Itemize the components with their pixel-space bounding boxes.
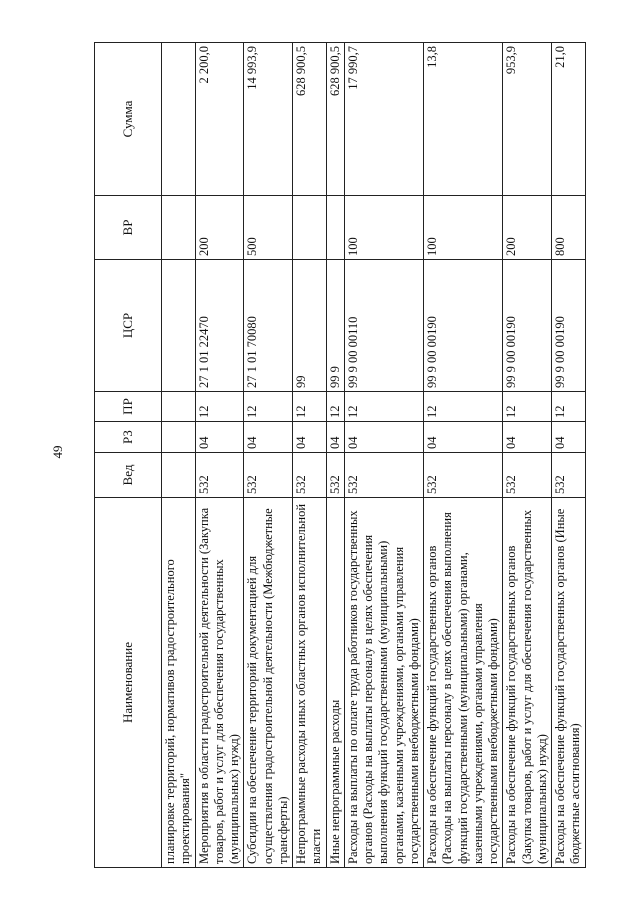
cell-vr: 100 — [424, 196, 503, 260]
cell-rz: 04 — [293, 422, 327, 453]
cell-name: Расходы на обеспечение функций государственных органов (Иные бюджетные ассигнования) — [552, 498, 586, 868]
table-row — [195, 43, 244, 868]
cell-sum: 628 900,5 — [326, 43, 344, 196]
table-row — [503, 43, 552, 868]
header-rz: РЗ — [95, 422, 162, 453]
cell-rz: 04 — [244, 422, 293, 453]
cell-sum: 21,0 — [552, 43, 586, 196]
page-number: 49 — [50, 445, 65, 459]
cell-rz: 04 — [503, 422, 552, 453]
cell-ved: 532 — [326, 453, 344, 498]
cell-sum: 628 900,5 — [293, 43, 327, 196]
cell-sum: 13,8 — [424, 43, 503, 196]
table-row — [162, 43, 196, 868]
cell-name: Мероприятия в области градостроительной деятельности (Закупка товаров, работ и услуг для обеспечения государственных (муниципальных) нужд) — [195, 498, 244, 868]
cell-vr — [162, 196, 196, 260]
cell-vr: 100 — [344, 196, 423, 260]
cell-name: Субсидии на обеспечение территорий документацией для осуществления градостроительной деятельности (Межбюджетные трансферты) — [244, 498, 293, 868]
cell-pr: 12 — [326, 392, 344, 422]
cell-pr: 12 — [424, 392, 503, 422]
cell-sum — [162, 43, 196, 196]
cell-ved: 532 — [552, 453, 586, 498]
table-row — [552, 43, 586, 868]
table-header-row — [95, 43, 162, 868]
cell-vr — [293, 196, 327, 260]
table-row — [293, 43, 327, 868]
cell-sum: 17 990,7 — [344, 43, 423, 196]
cell-rz: 04 — [552, 422, 586, 453]
cell-name: планировке территорий, нормативов градостроительного проектирования" — [162, 498, 196, 868]
cell-vr — [326, 196, 344, 260]
cell-csr: 27 1 01 22470 — [195, 260, 244, 392]
cell-csr: 99 9 — [326, 260, 344, 392]
cell-csr: 99 9 00 00110 — [344, 260, 423, 392]
cell-vr: 200 — [503, 196, 552, 260]
cell-ved — [162, 453, 196, 498]
header-csr: ЦСР — [95, 260, 162, 392]
cell-ved: 532 — [424, 453, 503, 498]
cell-pr: 12 — [293, 392, 327, 422]
table-row — [344, 43, 423, 868]
cell-sum: 953,9 — [503, 43, 552, 196]
table-row — [326, 43, 344, 868]
cell-ved: 532 — [503, 453, 552, 498]
cell-name: Расходы на обеспечение функций государственных органов (Закупка товаров, работ и услуг для обеспечения государственных (муниципальных) нужд) — [503, 498, 552, 868]
cell-name: Непрограммные расходы иных областных органов исполнительной власти — [293, 498, 327, 868]
cell-pr: 12 — [244, 392, 293, 422]
table-row — [424, 43, 503, 868]
cell-ved: 532 — [344, 453, 423, 498]
cell-vr: 800 — [552, 196, 586, 260]
header-pr: ПР — [95, 392, 162, 422]
cell-pr: 12 — [503, 392, 552, 422]
cell-csr: 27 1 01 70080 — [244, 260, 293, 392]
cell-csr: 99 9 00 00190 — [503, 260, 552, 392]
cell-sum: 14 993,9 — [244, 43, 293, 196]
cell-name: Иные непрограммные расходы — [326, 498, 344, 868]
cell-pr: 12 — [552, 392, 586, 422]
cell-ved: 532 — [244, 453, 293, 498]
header-name: Наименование — [95, 498, 162, 868]
cell-pr: 12 — [195, 392, 244, 422]
cell-csr: 99 — [293, 260, 327, 392]
cell-pr — [162, 392, 196, 422]
cell-csr — [162, 260, 196, 392]
cell-rz: 04 — [326, 422, 344, 453]
cell-rz — [162, 422, 196, 453]
cell-csr: 99 9 00 00190 — [424, 260, 503, 392]
cell-name: Расходы на выплаты по оплате труда работников государственных органов (Расходы на выплаты персоналу в целях обеспечения выполнения функций государственными (муниципальными) органами, казенными учреждениями, органами управления государственными внебюджетными фондами) — [344, 498, 423, 868]
cell-vr: 200 — [195, 196, 244, 260]
cell-name: Расходы на обеспечение функций государственных органов (Расходы на выплаты персоналу в целях обеспечения выполнения функций государственными (муниципальными) органами, казенными учреждениями, органами управления государственными внебюджетными фондами) — [424, 498, 503, 868]
cell-pr: 12 — [344, 392, 423, 422]
rotated-page-content — [94, 43, 619, 868]
header-ved: Вед — [95, 453, 162, 498]
header-sum: Сумма — [95, 43, 162, 196]
cell-vr: 500 — [244, 196, 293, 260]
cell-sum: 2 200,0 — [195, 43, 244, 196]
header-vr: ВР — [95, 196, 162, 260]
cell-ved: 532 — [195, 453, 244, 498]
cell-rz: 04 — [344, 422, 423, 453]
cell-csr: 99 9 00 00190 — [552, 260, 586, 392]
cell-rz: 04 — [424, 422, 503, 453]
cell-ved: 532 — [293, 453, 327, 498]
table-row — [244, 43, 293, 868]
budget-table — [94, 42, 586, 868]
cell-rz: 04 — [195, 422, 244, 453]
